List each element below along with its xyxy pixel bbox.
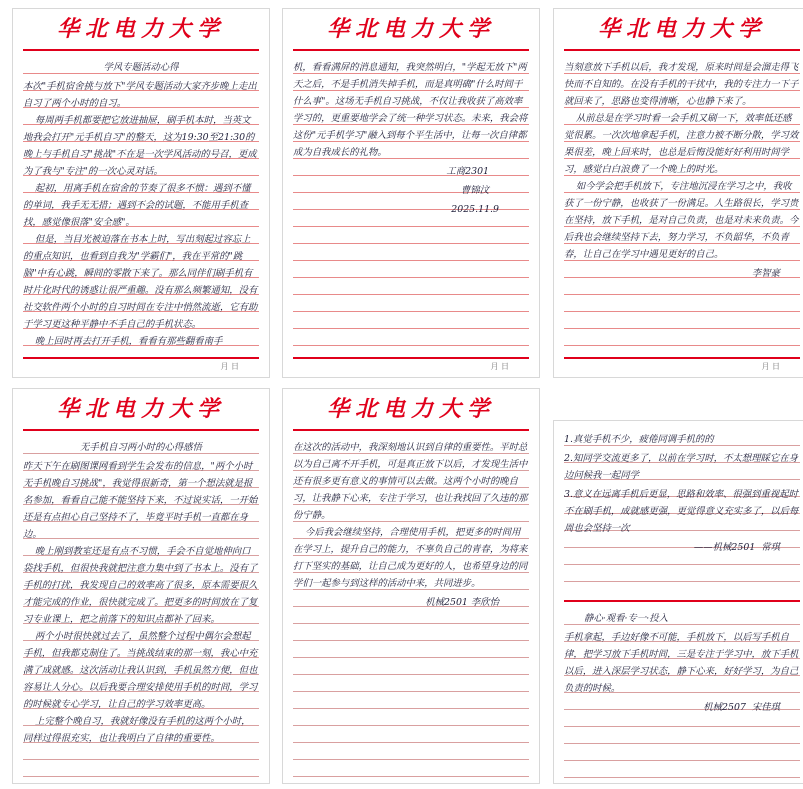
- header-rule: [293, 49, 529, 51]
- essay-title: 无手机自习两小时的心得感悟: [80, 442, 202, 453]
- ruled-lines: [293, 57, 529, 357]
- ruled-lines: [293, 437, 529, 777]
- footer-rule: [23, 357, 259, 359]
- signature-name: 李欣怡: [470, 597, 499, 608]
- essay-body: 在这次的活动中，我深刻地认识到自律的重要性。平时总以为自己离不开手机，可是真正放下以后，才发现生活中还有很多更有意义的事情可以去做。这两个小时的晚自习，让我静下心来，专注于学习，也让我找回了久违的那份宁静。 今后我会继续坚持，合理使用手机，把更多的时间用在学习上，提升自己的能力，不辜负自己的青春，为将来打下坚实的基础，让自己成为更好的人，也希望身边的同学们一起参与到这样的活动中来，共同进步。: [293, 442, 528, 589]
- university-header: 华北电力大学: [597, 16, 766, 42]
- essay-body: 本次"手机宿舍挑与放下"学风专题活动大家齐步晚上走出自习了两个小时的自习。 每周两手机都要把它放进抽屉，刷手机本时，当英文地我会打开"元手机自习"的整天，这为19:30至21:30的晚上与手机自习"挑战"不在是一次学风活动的号召，更成为了我与"专注"的一次心灵对话。 起初，用离手机在宿舍的节奏了很多不惯：遇到不懂的单词，我手无无措；遇到不会的试题，不能用手机查找，感觉像很落"安全感"。 但是，当目光被迫落在书本上时，写出刻起过容忘上的重点知识，也看到自我为"学霸们"，我在平常的"跳脑"中有心跳，瞬间的零散下来了。那么同伴们刷手机有时片化时代的诱惑让很严重趣。没有那么频繁通知，没有社交软件两个小时的自习时间在专注中悄然流逝，它有助于学习更这种平静中不手自己的手机状态。 晚上回时再去打开手机，看看有那些翻看南手: [23, 81, 258, 347]
- essay-sheet-2: [282, 8, 540, 378]
- signature-class: 机械2501: [425, 597, 468, 608]
- signature-date: 2025.11.9: [451, 204, 499, 215]
- ruled-lines: [23, 437, 259, 777]
- note-body: 手机拿起，手边好像不可能，手机放下，以后写手机自律，把学习放下手机时间，三是专注于学习中，放下手机以后，进入深层学习状态，静下心来，好好学习，为自己负责的时候。: [564, 632, 799, 694]
- signature-name: 曹锦汶: [460, 185, 489, 196]
- note-title: 静心·观看·专一·投入: [584, 613, 668, 624]
- note-sheet-6: [553, 420, 803, 784]
- university-header: 华北电力大学: [326, 16, 495, 42]
- header-rule: [23, 49, 259, 51]
- list-item: 1.真觉手机不少，疲倦同调手机的的: [564, 434, 714, 445]
- essay-sheet-5: [282, 388, 540, 784]
- header-rule: [293, 429, 529, 431]
- signature-class: 工商2301: [446, 166, 489, 177]
- university-header: 华北电力大学: [56, 16, 225, 42]
- essay-sheet-3: [553, 8, 803, 378]
- signature-block: ——机械2501 常琪: [693, 542, 780, 553]
- ruled-lines-top: [564, 429, 800, 594]
- essay-body: 机，看看满屏的消息通知，我突然明白，"学起无放下"两天之后，不是手机消失掉手机，而是真明确"什么时间干什么事"。这场无手机自习挑战，不仅让我收获了高效率学习的，更重要地学会了统一种学习状态。未来，我会将这份"元手机学习"融入到每个平生活中，让每一次自律都成为自我成长的礼物。: [293, 62, 528, 158]
- ruled-lines: [23, 57, 259, 357]
- date-footer: [23, 361, 259, 373]
- essay-title: 学风专题活动心得: [103, 62, 179, 73]
- university-header: 华北电力大学: [326, 396, 495, 422]
- date-label: 月 日: [761, 362, 780, 371]
- essay-body: 当刻意放下手机以后，我才发现，原来时间是会溜走得飞快而不自知的。在没有手机的干扰中，我的专注力一下子就回来了，思路也变得清晰，心也静下来了。 从前总是在学习时看一会手机又刷一下，效率低还感觉很累。一次次地拿起手机，注意力被不断分散，学习效果很差，晚上回来时，也总是后悔没能好好利用时间学习，感觉白白浪费了一个晚上的时光。 如今学会把手机放下，专注地沉浸在学习之中，我收获了一份宁静，也收获了一份满足。人生路很长，学习贵在坚持，放下手机，是对自己负责，也是对未来负责。今后我也会继续坚持下去，努力学习，不负韶华，不负青春，让自己在学习中遇见更好的自己。: [564, 62, 799, 260]
- signature-line: [293, 592, 529, 611]
- university-header: 华北电力大学: [56, 396, 225, 422]
- date-label: 月 日: [490, 362, 509, 371]
- essay-sheet-1: [12, 8, 270, 378]
- list-item: 2.知同学交流更多了，以前在学习时，不太想理睬它在身边问候我一起同学: [564, 453, 798, 481]
- essay-body: 昨天下午在刷图课网看到学生会发布的信息，"两个小时无手机晚自习挑战"，我觉得很新奇，第一个想法就是报名参加，看看自己能不能坚持下来，不过说实话，一开始还是有点担心自己坚持不了，毕竟平时手机一直都在身边。 晚上刚到教室还是有点不习惯，手会不自觉地伸向口袋找手机，但很快我就把注意力集中到了书本上。没有了手机的打扰，我发现自己的效率高了很多，原本需要很久才能完成的作业，很快就完成了。把更多的时间放在了复习专业课上，把之前落下的知识点都补了回来。 两个小时很快就过去了，虽然整个过程中偶尔会想起手机，但我都克制住了。当挑战结束的那一刻，我心中充满了成就感。这次活动让我认识到，手机虽然方便，但也容易让人分心。以后我要合理安排使用手机的时间，学习的时候就专心学习，让自己的学习效率更高。 上完整个晚自习，我就好像没有手机的这两个小时，同样过得很充实，也让我明白了自律的重要性。: [23, 461, 258, 744]
- header-rule: [23, 429, 259, 431]
- note-signature: 机械2507 宋佳琪: [703, 702, 780, 713]
- ruled-lines: [564, 57, 800, 357]
- signature-name: 李智豪: [751, 268, 780, 279]
- ruled-lines-bottom: [564, 608, 800, 778]
- footer-rule: [293, 357, 529, 359]
- header-rule: [564, 49, 800, 51]
- footer-rule: [564, 357, 800, 359]
- date-footer: [293, 361, 529, 373]
- date-footer: [564, 361, 800, 373]
- date-label: 月 日: [220, 362, 239, 371]
- divider: [564, 600, 800, 602]
- essay-sheet-4: [12, 388, 270, 784]
- list-item: 3.意义在远离手机后更显，思路和效率、很强到重视起时不在刷手机，成就感更强，更觉得意义充实多了，以后每周也会坚持一次: [564, 489, 799, 534]
